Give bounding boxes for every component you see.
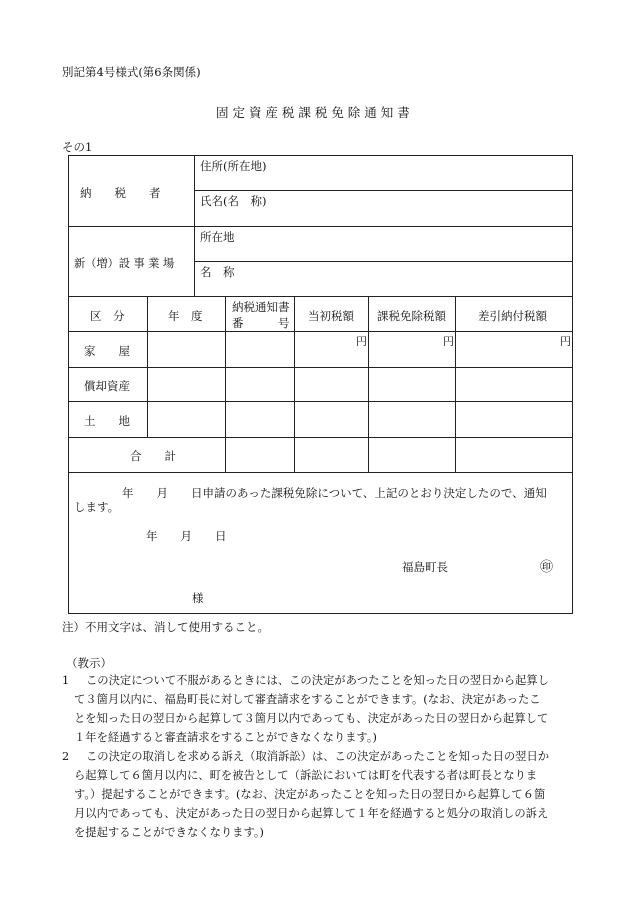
document-title: 固 定 資 産 税 課 税 免 除 通 知 書: [216, 105, 410, 120]
instruction-2-number: 2: [62, 750, 70, 763]
seal-mark: ㊞: [540, 560, 554, 575]
instruction-2-line: ら起算して６箇月以内に、町を被告として（訴訟においては町を代表する者は町長となりま: [74, 769, 538, 782]
instruction-1-line: １年を経過すると審査請求をすることができなくなります。): [74, 731, 377, 744]
instruction-1-line: この決定について不服があるときには、この決定があつたことを知った日の翌日から起算し: [86, 674, 549, 687]
row-label-depreciable-assets: 償却資産: [84, 379, 130, 393]
footnote: 注）不用文字は、消して使用すること。: [62, 620, 269, 634]
row-label-total: 合 計: [130, 449, 176, 463]
notice-line-2: します。: [74, 500, 120, 514]
instruction-1-line: とを知った日の翌日から起算して３箇月以内であっても、決定があった日の翌日から起算して: [74, 712, 549, 725]
business-label: 新（増）設 事 業 場: [74, 257, 175, 270]
part-label: その1: [62, 140, 93, 154]
taxpayer-label: 納 税 者: [80, 186, 161, 200]
row-label-building: 家 屋: [84, 344, 130, 358]
header-initial-tax: 当初税額: [308, 309, 354, 323]
yen-exempt-amount: 円: [443, 335, 454, 348]
instruction-2-line: 月以内であっても、決定があった日の翌日から起算して１年を経過すると処分の取消しの訴え: [74, 807, 549, 820]
instruction-2-line: す。）提起することができます。(なお、決定があったことを知った日の翌日から起算して６箇: [74, 788, 546, 801]
header-notice-number-line2: 番 号: [232, 316, 290, 330]
instruction-2-line: この決定の取消しを求める訴え（取消訴訟）は、この決定があったことを知った日の翌日か: [86, 750, 550, 763]
decision-date: 年 月 日: [146, 529, 227, 543]
yen-initial-tax: 円: [356, 335, 367, 348]
header-category: 区 分: [90, 309, 125, 323]
row-label-land: 土 地: [84, 414, 130, 428]
taxpayer-name-label: 氏名(名 称): [200, 194, 267, 208]
header-net-payable: 差引納付税額: [478, 309, 547, 323]
header-year: 年 度: [168, 309, 203, 323]
header-exempt-amount: 課税免除税額: [377, 309, 446, 323]
form-reference: 別記第4号様式(第6条関係): [62, 65, 201, 79]
business-location-label: 所在地: [200, 230, 235, 244]
yen-net-payable: 円: [560, 335, 571, 348]
header-notice-number-line1: 納税通知書: [232, 300, 290, 314]
notice-line-1: 年 月 日申請のあった課税免除について、上記のとおり決定したので、通知: [122, 486, 547, 500]
business-name-label: 名 称: [200, 265, 235, 279]
instruction-2-line: を提起することができなくなります。): [74, 826, 264, 839]
addressee-honorific: 様: [192, 591, 204, 605]
taxpayer-address-label: 住所(所在地): [200, 159, 267, 173]
issuer-title: 福島町長: [402, 560, 448, 574]
instruction-1-number: 1: [62, 674, 70, 687]
instruction-1-line: て３箇月以内に、福島町長に対して審査請求をすることができます。(なお、決定があったこ: [74, 693, 541, 706]
instructions-heading: （教示）: [66, 656, 112, 670]
